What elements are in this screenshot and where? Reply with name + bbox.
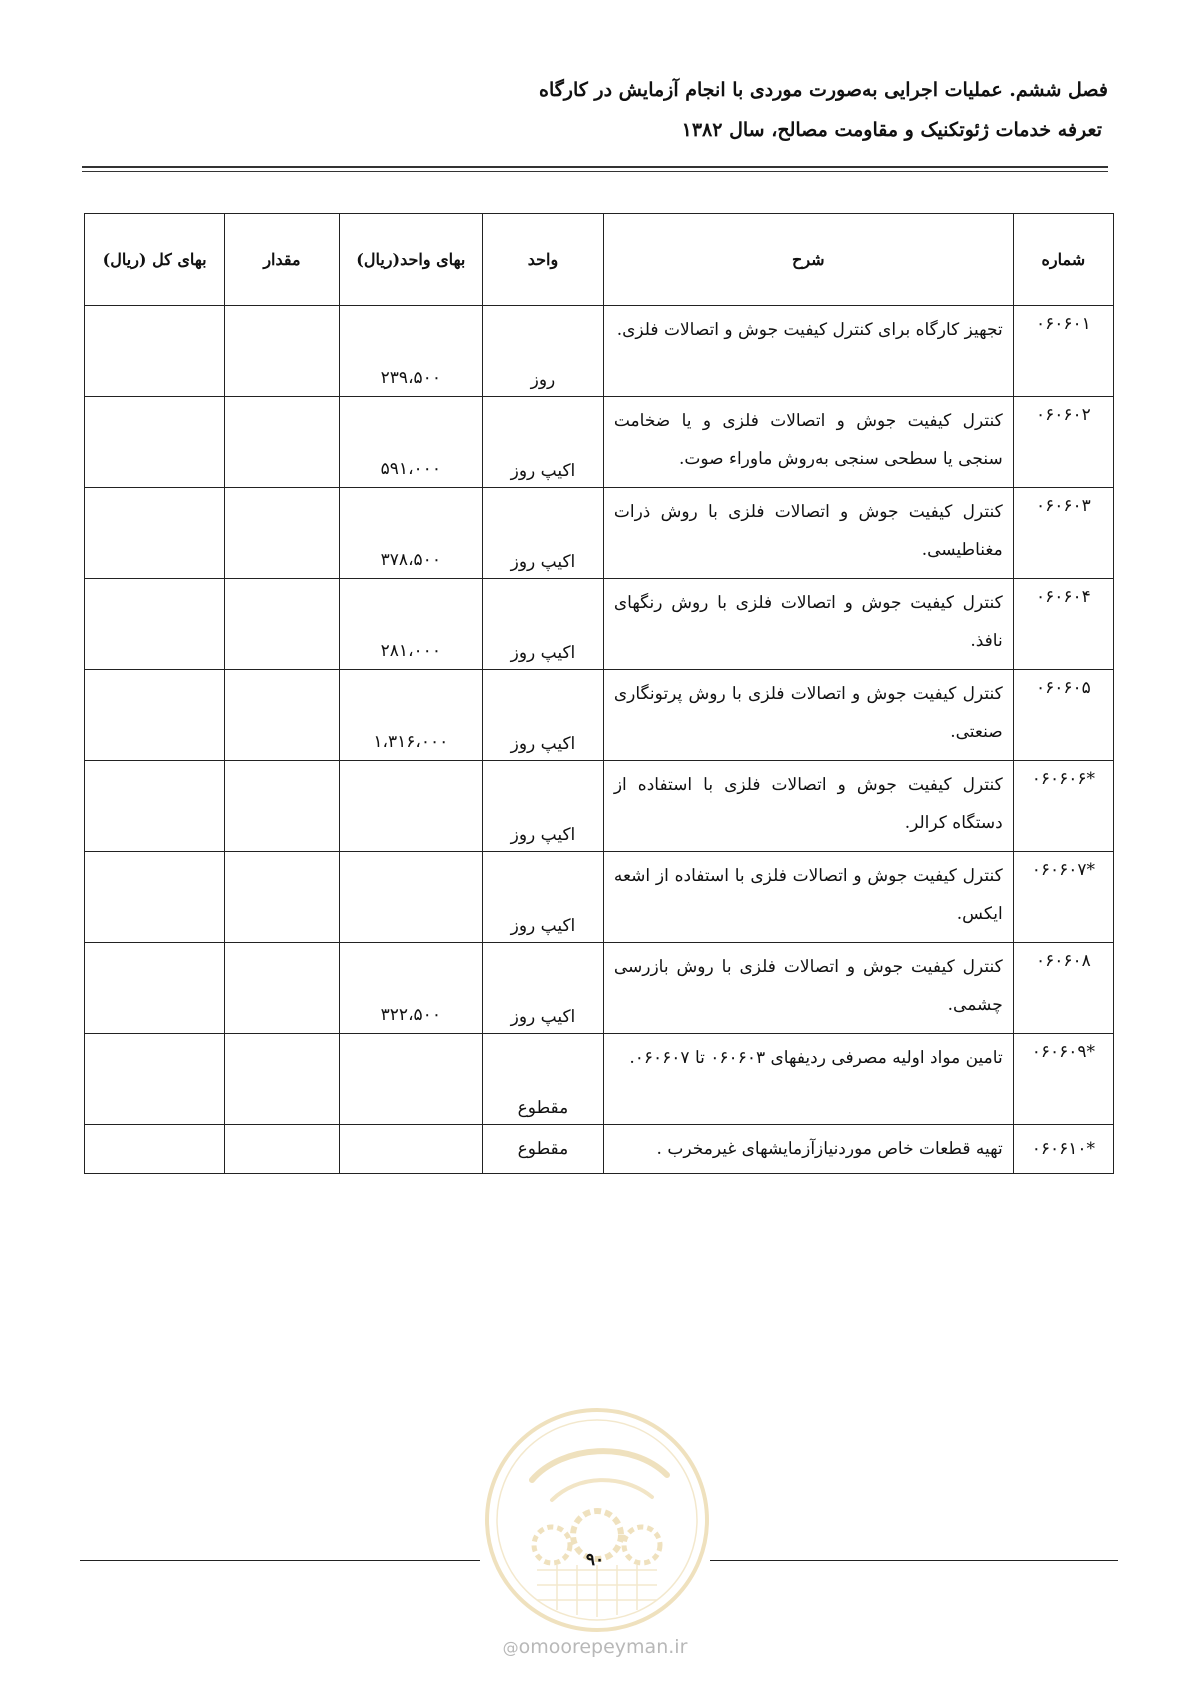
tariff-table	[84, 213, 1114, 1174]
page-header	[82, 70, 1108, 150]
table-row	[85, 943, 1114, 1034]
cell-unit: اکیپ روز	[483, 943, 604, 1034]
cell-unit-price: ۵۹۱،۰۰۰	[339, 397, 482, 488]
cell-quantity	[225, 1034, 339, 1125]
cell-total-price	[85, 306, 225, 397]
cell-code: *۰۶۰۶۰۷	[1013, 852, 1113, 943]
cell-unit-price: ۲۸۱،۰۰۰	[339, 579, 482, 670]
cell-description: تجهیز کارگاه برای کنترل کیفیت جوش و اتصالات فلزی.	[603, 306, 1013, 397]
cell-unit-price	[339, 761, 482, 852]
cell-description: کنترل کیفیت جوش و اتصالات فلزی و یا ضخامت سنجی یا سطحی سنجی به‌روش ماوراء صوت.	[603, 397, 1013, 488]
header-quantity: مقدار	[225, 214, 339, 306]
header-unit-price: بهای واحد(ریال)	[339, 214, 482, 306]
cell-description: کنترل کیفیت جوش و اتصالات فلزی با روش پرتونگاری صنعتی.	[603, 670, 1013, 761]
cell-total-price	[85, 761, 225, 852]
cell-code: ۰۶۰۶۰۵	[1013, 670, 1113, 761]
watermark-url	[490, 1636, 700, 1658]
header-divider	[82, 166, 1108, 168]
cell-code: *۰۶۰۶۱۰	[1013, 1125, 1113, 1174]
cell-unit: اکیپ روز	[483, 488, 604, 579]
cell-code: *۰۶۰۶۰۶	[1013, 761, 1113, 852]
table-row	[85, 852, 1114, 943]
cell-unit: اکیپ روز	[483, 670, 604, 761]
cell-code: ۰۶۰۶۰۱	[1013, 306, 1113, 397]
at-icon: @	[502, 1638, 519, 1657]
cell-unit-price: ۱،۳۱۶،۰۰۰	[339, 670, 482, 761]
cell-total-price	[85, 1034, 225, 1125]
cell-unit: اکیپ روز	[483, 397, 604, 488]
header-total-price: بهای کل (ریال)	[85, 214, 225, 306]
footer-divider-left	[80, 1560, 480, 1561]
table-row	[85, 306, 1114, 397]
cell-unit-price	[339, 852, 482, 943]
cell-unit: اکیپ روز	[483, 579, 604, 670]
cell-code: ۰۶۰۶۰۴	[1013, 579, 1113, 670]
table-row	[85, 397, 1114, 488]
cell-description: تهیه قطعات خاص موردنیازآزمایشهای غیرمخرب .	[603, 1125, 1013, 1174]
table-row	[85, 670, 1114, 761]
header-divider-thin	[82, 171, 1108, 172]
cell-total-price	[85, 943, 225, 1034]
cell-code: ۰۶۰۶۰۳	[1013, 488, 1113, 579]
cell-quantity	[225, 852, 339, 943]
cell-total-price	[85, 488, 225, 579]
table-row	[85, 1125, 1114, 1174]
header-code: شماره	[1013, 214, 1113, 306]
cell-unit: روز	[483, 306, 604, 397]
cell-unit-price	[339, 1125, 482, 1174]
cell-unit-price: ۳۲۲،۵۰۰	[339, 943, 482, 1034]
header-description: شرح	[603, 214, 1013, 306]
table-row	[85, 579, 1114, 670]
cell-description: کنترل کیفیت جوش و اتصالات فلزی با روش بازرسی چشمی.	[603, 943, 1013, 1034]
chapter-title: فصل ششم. عملیات اجرایی به‌صورت موردی با انجام آزمایش در کارگاه	[539, 79, 1108, 101]
cell-description: کنترل کیفیت جوش و اتصالات فلزی با استفاده از اشعه ایکس.	[603, 852, 1013, 943]
cell-quantity	[225, 670, 339, 761]
cell-total-price	[85, 579, 225, 670]
table-header-row	[85, 214, 1114, 306]
cell-unit-price	[339, 1034, 482, 1125]
cell-quantity	[225, 488, 339, 579]
watermark-url-text: omoorepeyman.ir	[518, 1636, 688, 1658]
document-subtitle: تعرفه خدمات ژئوتکنیک و مقاومت مصالح، سال ۱۳۸۲	[681, 119, 1102, 141]
cell-unit-price: ۲۳۹،۵۰۰	[339, 306, 482, 397]
cell-code: ۰۶۰۶۰۸	[1013, 943, 1113, 1034]
cell-total-price	[85, 1125, 225, 1174]
cell-code: ۰۶۰۶۰۲	[1013, 397, 1113, 488]
cell-quantity	[225, 579, 339, 670]
cell-description: کنترل کیفیت جوش و اتصالات فلزی با استفاده از دستگاه کرالر.	[603, 761, 1013, 852]
cell-unit: مقطوع	[483, 1034, 604, 1125]
cell-quantity	[225, 761, 339, 852]
cell-unit: اکیپ روز	[483, 852, 604, 943]
page-number: ۹۰	[585, 1550, 605, 1570]
watermark-seal-logo	[482, 1405, 712, 1635]
table-row	[85, 488, 1114, 579]
cell-unit: اکیپ روز	[483, 761, 604, 852]
cell-quantity	[225, 306, 339, 397]
cell-description: کنترل کیفیت جوش و اتصالات فلزی با روش ذرات مغناطیسی.	[603, 488, 1013, 579]
header-unit: واحد	[483, 214, 604, 306]
cell-total-price	[85, 670, 225, 761]
cell-unit-price: ۳۷۸،۵۰۰	[339, 488, 482, 579]
table-row	[85, 761, 1114, 852]
table-row	[85, 1034, 1114, 1125]
cell-total-price	[85, 397, 225, 488]
cell-quantity	[225, 943, 339, 1034]
cell-unit: مقطوع	[483, 1125, 604, 1174]
cell-description: کنترل کیفیت جوش و اتصالات فلزی با روش رنگهای نافذ.	[603, 579, 1013, 670]
footer-divider-right	[710, 1560, 1118, 1561]
cell-description: تامین مواد اولیه مصرفی ردیفهای ۰۶۰۶۰۳ تا ۰۶۰۶۰۷.	[603, 1034, 1013, 1125]
cell-total-price	[85, 852, 225, 943]
cell-quantity	[225, 1125, 339, 1174]
cell-code: *۰۶۰۶۰۹	[1013, 1034, 1113, 1125]
cell-quantity	[225, 397, 339, 488]
